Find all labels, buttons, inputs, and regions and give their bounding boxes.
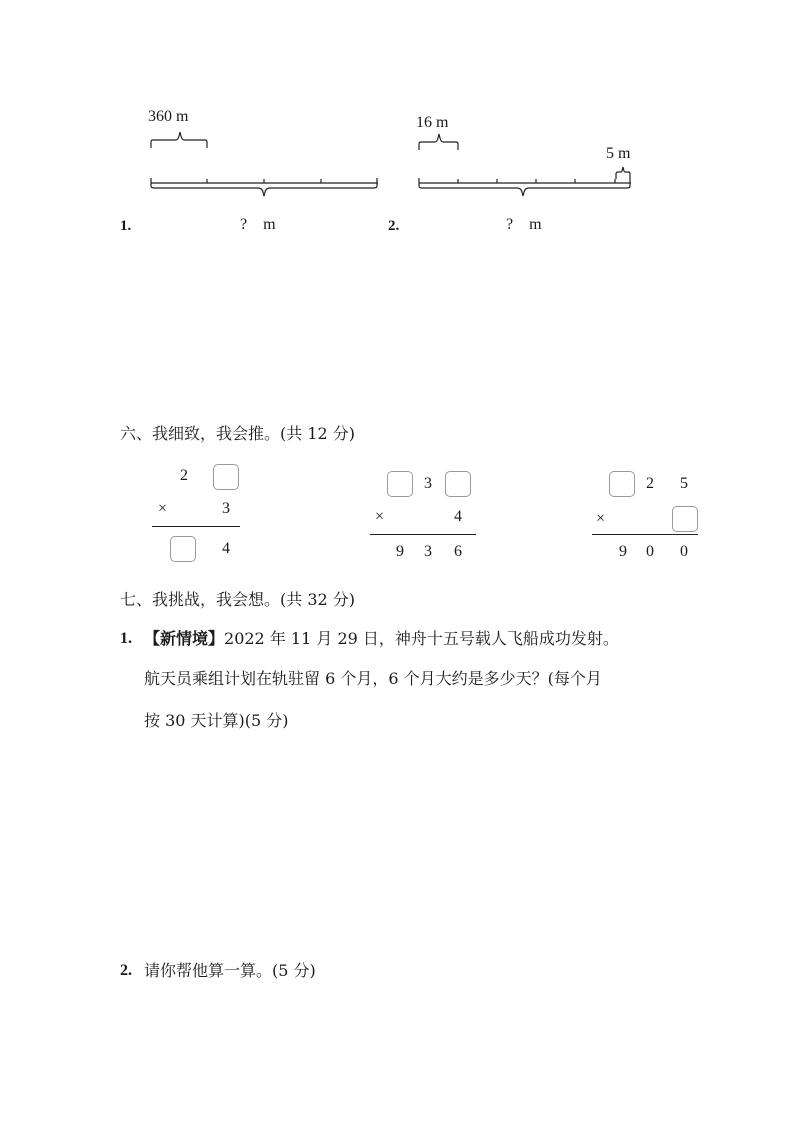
p1-result-digit: 4 <box>222 540 230 557</box>
p1-top-blank-box[interactable] <box>213 464 239 490</box>
p3-top-digit-2: 5 <box>680 475 688 492</box>
p2-top-blank-box-2[interactable] <box>445 471 471 497</box>
diagram-2-brace-top <box>418 132 462 152</box>
p3-result-digit-3: 0 <box>680 543 688 560</box>
p3-top-digit-1: 2 <box>646 475 654 492</box>
q1-number: 1. <box>120 630 132 647</box>
p3-rule <box>592 534 698 535</box>
p1-result-blank-box[interactable] <box>170 536 196 562</box>
diagram-1-brace-top <box>150 128 210 150</box>
p2-top-blank-box-1[interactable] <box>387 471 413 497</box>
p2-result-digit-3: 6 <box>454 543 462 560</box>
p3-result-digit-1: 9 <box>619 543 627 560</box>
q1-line-1 <box>144 629 619 649</box>
diagram-2-total-label: ? m <box>506 216 542 233</box>
p3-result-digit-2: 0 <box>646 543 654 560</box>
diagram-2-extra-label: 5 m <box>606 145 631 162</box>
q1-line-3: 按 30 天计算)(5 分) <box>144 711 289 730</box>
section-7-title: 七、我挑战，我会想。(共 32 分) <box>120 590 356 609</box>
p2-top-digit: 3 <box>424 475 432 492</box>
diagram-1-total-label: ? m <box>240 216 276 233</box>
diagram-2-number: 2. <box>388 218 400 234</box>
q1-tag: 【新情境】 <box>144 629 225 648</box>
p1-rule <box>152 526 240 527</box>
p1-multiplier: 3 <box>222 500 230 517</box>
diagram-1-line <box>150 176 380 200</box>
diagram-2-line <box>418 176 634 200</box>
p3-multiplier-blank-box[interactable] <box>672 506 698 532</box>
q1-line-1-text: 2022 年 11 月 29 日，神舟十五号载人飞船成功发射。 <box>224 629 619 648</box>
diagram-1-segment-label: 360 m <box>148 108 189 125</box>
p2-mult-sign: × <box>375 508 385 525</box>
p3-mult-sign: × <box>596 510 606 527</box>
section-6-title: 六、我细致，我会推。(共 12 分) <box>120 424 356 443</box>
q2-number: 2. <box>120 962 132 979</box>
diagram-1-number: 1. <box>120 218 132 234</box>
p3-top-blank-box[interactable] <box>609 471 635 497</box>
p2-result-digit-1: 9 <box>396 543 404 560</box>
q2-text: 请你帮他算一算。(5 分) <box>144 961 316 980</box>
p2-result-digit-2: 3 <box>424 543 432 560</box>
diagram-2-segment-label: 16 m <box>416 114 449 131</box>
p1-mult-sign: × <box>158 500 168 517</box>
p1-top-digit: 2 <box>180 467 188 484</box>
p2-rule <box>370 534 476 535</box>
p2-multiplier: 4 <box>454 508 462 525</box>
q1-line-2: 航天员乘组计划在轨驻留 6 个月，6 个月大约是多少天？(每个月 <box>144 669 602 688</box>
